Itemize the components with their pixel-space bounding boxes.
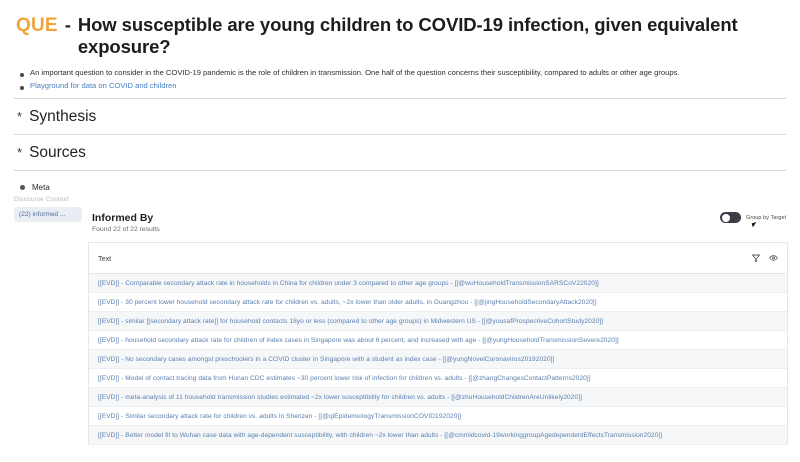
section-synthesis-header[interactable]	[17, 108, 786, 126]
discourse-context-heading: Discourse Context	[14, 196, 69, 203]
table-cell-text[interactable]: [[EVD]] - meta-analysis of 11 household transmission studies estimated ~2x lower susceptibility for children vs. adults - [[@zhuHouseholdChildrenAreUnlikely2020]]	[98, 393, 582, 401]
informed-by-panel	[88, 202, 788, 452]
table-row[interactable]	[89, 312, 787, 331]
group-by-target-label: Group by Target	[745, 214, 786, 221]
table-row[interactable]	[89, 369, 787, 388]
table-cell-text[interactable]: [[EVD]] - No secondary cases amongst preschoolers in a COVID cluster in Singapore with a student as index case - [[@yungNovelCoronavirus20192020]]	[98, 355, 555, 363]
bullet-item-link[interactable]	[20, 81, 786, 91]
table-row[interactable]	[89, 331, 787, 350]
table-row[interactable]	[89, 293, 787, 312]
informed-by-chip[interactable]: (22) informed ...	[14, 207, 82, 222]
bullet-text: An important question to consider in the COVID-19 pandemic is the role of children in transmission. One half of the question concerns their susceptibility, compared to adults or other age groups.	[30, 68, 680, 77]
section-synthesis	[14, 108, 786, 135]
table-row[interactable]	[89, 426, 787, 445]
table-cell-text[interactable]: [[EVD]] - 30 percent lower household secondary attack rate for children vs. adults, ~2x lower than older adults, in Guangzhou - [[@jingHouseholdSecondaryAttack2020]]	[98, 298, 597, 306]
filter-icon[interactable]	[752, 249, 760, 267]
title-dash: -	[64, 14, 71, 35]
playground-link[interactable]: Playground for data on COVID and children	[30, 81, 177, 91]
table-row[interactable]	[89, 350, 787, 369]
table-cell-text[interactable]: [[EVD]] - Comparable secondary attack rate in households in China for children under 3 compared to other age groups - [[@wuHouseholdTransmissionSARSCoV22020]]	[98, 279, 599, 287]
bullet-dot-icon	[20, 185, 25, 190]
panel-title: Informed By	[92, 212, 154, 224]
section-sources	[14, 144, 786, 171]
table-cell-text[interactable]: [[EVD]] - household secondary attack rate for children of index cases in Singapore was about 6 percent, and increased with age - [[@yungHouseholdTransmissionSevere2020]]	[98, 336, 619, 344]
group-by-target-control[interactable]	[720, 212, 786, 223]
table-header-icons	[752, 249, 778, 267]
divider	[14, 98, 786, 99]
table-row[interactable]	[89, 388, 787, 407]
panel-header	[88, 202, 788, 233]
table-cell-text[interactable]: [[EVD]] - Better model fit to Wuhan case data with age-dependent susceptibility, with children ~2x lower than adults - [[@cmmidcovid-19workinggroupAgedependentEffectsTransmission2020]]	[98, 431, 663, 439]
table-header-row	[89, 243, 787, 274]
table-cell-text[interactable]: [[EVD]] - Similar secondary attack rate for children vs. adults in Shenzen - [[@qiEpidemiologyTransmissionCOVID192020]]	[98, 412, 462, 420]
table-row[interactable]	[89, 407, 787, 426]
column-header-text[interactable]: Text	[98, 253, 112, 263]
bullet-item	[20, 68, 786, 78]
results-count: Found 22 of 22 results	[92, 226, 160, 233]
divider	[14, 170, 786, 171]
page-title	[16, 14, 786, 58]
toggle-knob	[722, 214, 730, 222]
bullet-dot-icon	[20, 86, 24, 90]
que-tag: QUE	[16, 15, 58, 36]
table-cell-text[interactable]: [[EVD]] - Model of contact tracing data from Hunan CDC estimates ~30 percent lower risk of infection for children vs. adults - [[@zhangChangesContactPatterns2020]]	[98, 374, 591, 382]
eye-icon[interactable]	[769, 249, 778, 267]
meta-item[interactable]	[20, 183, 786, 192]
results-table	[88, 242, 788, 445]
bullet-dot-icon	[20, 73, 24, 77]
section-sources-title: Sources	[29, 143, 86, 161]
title-text: How susceptible are young children to COVID-19 infection, given equivalent exposure?	[77, 14, 738, 57]
meta-label: Meta	[32, 182, 50, 192]
section-sources-header[interactable]	[17, 144, 786, 162]
asterisk-bullet-icon: *	[17, 144, 23, 160]
divider	[14, 134, 786, 135]
asterisk-bullet-icon: *	[17, 108, 23, 124]
section-synthesis-title: Synthesis	[29, 107, 97, 125]
discourse-context-sidebar	[14, 196, 82, 222]
table-row[interactable]	[89, 274, 787, 293]
table-cell-text[interactable]: [[EVD]] - similar [[secondary attack rate]] for household contacts 18yo or less (compared to other age groups) in Midwestern US - [[@yousafProspectiveCohortStudy2020]]	[98, 317, 604, 325]
group-by-target-toggle[interactable]	[720, 212, 741, 223]
